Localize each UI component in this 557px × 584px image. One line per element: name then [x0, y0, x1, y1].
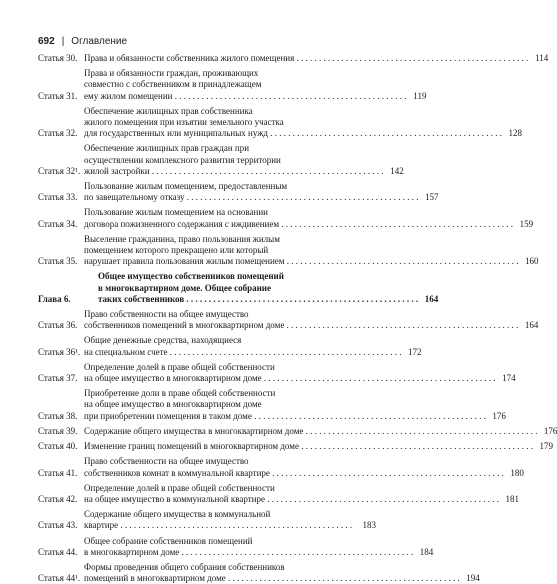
entry-title: [84, 362, 496, 384]
toc-entry[interactable]: [38, 53, 549, 64]
entry-title-line: Формы проведения общего собрания собственников: [84, 561, 285, 572]
entry-label: Статья 31.: [38, 90, 78, 101]
entry-page-number: 142: [390, 165, 404, 176]
entry-title: [84, 309, 518, 331]
entry-page-number: 183: [362, 520, 376, 531]
entry-label: Статья 32¹.: [38, 165, 81, 176]
entry-title-line: Права и обязанности собственника жилого помещения . . . . . . . . . . . . . . . . . . . . . . . . . . . . . . . . . . . . . . . . . . . . . . . . . . . .: [84, 53, 529, 63]
entry-title: [98, 271, 418, 305]
entry-title-line: при приобретении помещения в таком доме . . . . . . . . . . . . . . . . . . . . . . . . . . . . . . . . . . . . . . . . . . . . . . . . . . . .: [84, 410, 486, 421]
entry-title-line: Содержание общего имущества в многоквартирном доме . . . . . . . . . . . . . . . . . . . . . . . . . . . . . . . . . . . . . . . . . . . . . . . . . . . .: [84, 425, 538, 436]
entry-title-line: Права и обязанности граждан, проживающих: [84, 68, 259, 79]
entry-title: [84, 68, 406, 102]
entry-title-line: совместно с собственником в принадлежащем: [84, 79, 262, 90]
entry-title-line: Пользование жилым помещением на основании: [84, 207, 269, 218]
entry-title-line: помещением которого прекращено или который: [84, 245, 269, 256]
toc-entry[interactable]: [38, 441, 553, 452]
entry-title-line: собственников помещений в многоквартирном доме . . . . . . . . . . . . . . . . . . . . . . . . . . . . . . . . . . . . . . . . . . . . . . . . . . . .: [84, 320, 519, 331]
entry-label: Статья 40.: [38, 441, 78, 452]
entry-label: Статья 35.: [38, 256, 78, 267]
entry-label: Глава 6.: [38, 293, 71, 304]
entry-title-line: Определение долей в праве общей собственности: [84, 361, 275, 372]
entry-label: Статья 43.: [38, 520, 78, 531]
toc-entry[interactable]: [38, 309, 539, 331]
entry-title-line: Общее собрание собственников помещений: [84, 535, 253, 546]
entry-title-line: Определение долей в праве общей собственности: [84, 482, 275, 493]
toc-entry[interactable]: [38, 105, 523, 140]
entry-title: [84, 335, 402, 357]
entry-title-line: осуществлении комплексного развития территории: [84, 154, 281, 165]
entry-title-line: Приобретение доли в праве общей собственности: [84, 388, 276, 399]
entry-page-number: 194: [466, 573, 480, 584]
entry-title: [84, 509, 356, 531]
entry-page-number: 159: [519, 218, 534, 229]
toc-entry[interactable]: [38, 561, 480, 584]
entry-page-number: 114: [535, 53, 549, 63]
entry-label: Статья 32.: [38, 128, 78, 139]
entry-title: [84, 181, 419, 203]
entry-label: Статья 38.: [38, 410, 78, 421]
toc-entry[interactable]: [38, 425, 557, 437]
entry-title-line: на общее имущество в коммунальной квартире . . . . . . . . . . . . . . . . . . . . . . . . . . . . . . . . . . . . . . . . . . . . . . . . . . . .: [84, 493, 499, 504]
entry-title-line: собственников комнат в коммунальной квартире . . . . . . . . . . . . . . . . . . . . . . . . . . . . . . . . . . . . . . . . . . . . . . . . . . . .: [84, 467, 504, 478]
entry-label: Статья 37.: [38, 373, 78, 384]
entry-page-number: 184: [419, 546, 434, 557]
entry-title-line: Право собственности на общее имущество: [84, 456, 249, 467]
entry-label: Статья 39.: [38, 425, 78, 436]
entry-title-line: Обеспечение жилищных прав граждан при: [84, 143, 250, 154]
entry-label: Статья 41.: [38, 467, 78, 478]
toc-entry[interactable]: [38, 388, 506, 422]
toc-entry[interactable]: [38, 181, 439, 203]
entry-label: Статья 42.: [38, 493, 78, 504]
entry-title: [84, 207, 513, 229]
entry-title-line: Содержание общего имущества в коммунальной: [84, 509, 271, 520]
entry-title: [84, 483, 499, 505]
toc-entry[interactable]: [38, 482, 519, 505]
entry-label: Статья 30.: [38, 53, 78, 63]
toc-entry[interactable]: [38, 233, 539, 268]
entry-label: Статья 34.: [38, 218, 78, 229]
entry-title-line: жилого помещения при изъятии земельного участка: [84, 117, 284, 128]
entry-title-line: на общее имущество в многоквартирном доме: [84, 399, 262, 410]
entry-label: Статья 33.: [38, 192, 78, 203]
table-of-contents: [38, 53, 557, 584]
header-title: Оглавление: [71, 36, 128, 47]
entry-page-number: 180: [510, 467, 524, 478]
entry-title: [84, 388, 486, 422]
toc-entry[interactable]: [38, 509, 376, 531]
header-separator: |: [61, 36, 65, 47]
entry-title-line: Общие денежные средства, находящиеся: [84, 335, 242, 346]
entry-title-line: Право собственности на общее имущество: [84, 309, 249, 320]
entry-title: [84, 441, 533, 452]
entry-title-line: Общее имущество собственников помещений: [98, 271, 284, 282]
entry-title: [84, 536, 413, 558]
entry-page-number: 157: [425, 192, 439, 203]
toc-entry[interactable]: [38, 335, 422, 357]
entry-page-number: 128: [508, 128, 523, 139]
entry-title-line: жилой застройки . . . . . . . . . . . . . . . . . . . . . . . . . . . . . . . . . . . . . . . . . . . . . . . . . . . .: [84, 165, 384, 176]
entry-title-line: Пользование жилым помещением, предоставленным: [84, 181, 288, 192]
entry-title-line: в многоквартирном доме. Общее собрание: [98, 282, 271, 293]
entry-title-line: на специальном счете . . . . . . . . . . . . . . . . . . . . . . . . . . . . . . . . . . . . . . . . . . . . . . . . . . . .: [84, 346, 402, 357]
entry-title-line: нарушает правила пользования жилым помещением . . . . . . . . . . . . . . . . . . . . . . . . . . . . . . . . . . . . . . . . . . . . . . . . . . . .: [84, 256, 519, 267]
toc-entry[interactable]: [38, 207, 534, 229]
entry-title: [84, 562, 460, 584]
entry-page-number: 160: [524, 256, 539, 267]
entry-label: Статья 36.: [38, 320, 78, 331]
toc-entry[interactable]: [38, 456, 524, 478]
entry-title: [84, 234, 518, 268]
entry-title: [84, 143, 384, 177]
entry-title-line: на общее имущество в многоквартирном доме . . . . . . . . . . . . . . . . . . . . . . . . . . . . . . . . . . . . . . . . . . . . . . . . . . . .: [84, 373, 496, 384]
entry-title: [84, 426, 537, 437]
entry-title: [84, 456, 504, 478]
entry-title-line: по завещательному отказу . . . . . . . . . . . . . . . . . . . . . . . . . . . . . . . . . . . . . . . . . . . . . . . . . . . .: [84, 192, 419, 203]
entry-page-number: 176: [543, 425, 557, 436]
entry-title-line: таких собственников . . . . . . . . . . . . . . . . . . . . . . . . . . . . . . . . . . . . . . . . . . . . . . . . . . . .: [98, 293, 419, 304]
entry-title-line: в многоквартирном доме . . . . . . . . . . . . . . . . . . . . . . . . . . . . . . . . . . . . . . . . . . . . . . . . . . . .: [84, 546, 414, 557]
entry-title: [84, 53, 528, 64]
entry-title-line: Обеспечение жилищных прав собственника: [84, 105, 253, 116]
toc-entry[interactable]: [38, 68, 427, 102]
entry-title-line: договора пожизненного содержания с иждивением . . . . . . . . . . . . . . . . . . . . . . . . . . . . . . . . . . . . . . . . . . . . . . . . . . . .: [84, 218, 514, 229]
entry-page-number: 179: [539, 441, 553, 452]
entry-page-number: 174: [502, 373, 516, 384]
entry-page-number: 119: [413, 90, 427, 101]
entry-title-line: Изменение границ помещений в многоквартирном доме . . . . . . . . . . . . . . . . . . . . . . . . . . . . . . . . . . . . . . . . . . . . . . . . . . . .: [84, 441, 533, 452]
entry-label: Статья 36¹.: [38, 346, 81, 357]
entry-title-line: помещений в многоквартирном доме . . . . . . . . . . . . . . . . . . . . . . . . . . . . . . . . . . . . . . . . . . . . . . . . . . . .: [84, 573, 460, 584]
toc-entry[interactable]: [38, 361, 516, 384]
entry-page-number: 172: [408, 346, 422, 357]
entry-title-line: квартире . . . . . . . . . . . . . . . . . . . . . . . . . . . . . . . . . . . . . . . . . . . . . . . . . . . .: [84, 520, 353, 531]
toc-entry[interactable]: [38, 535, 434, 558]
entry-title: [84, 106, 502, 140]
entry-page-number: 181: [505, 493, 519, 504]
toc-entry[interactable]: [38, 143, 404, 177]
entry-page-number: 176: [492, 410, 506, 421]
entry-label: Статья 44.: [38, 546, 78, 557]
entry-title-line: ему жилом помещении . . . . . . . . . . . . . . . . . . . . . . . . . . . . . . . . . . . . . . . . . . . . . . . . . . . .: [84, 90, 407, 101]
entry-page-number: 164: [524, 320, 539, 331]
entry-page-number: 164: [424, 293, 439, 304]
entry-title-line: для государственных или муниципальных нужд . . . . . . . . . . . . . . . . . . . . . . . . . . . . . . . . . . . . . . . . . . . . . . . . . . . .: [84, 128, 503, 139]
entry-title-line: Выселение гражданина, право пользования жилым: [84, 233, 280, 244]
entry-label: Статья 44¹.: [38, 573, 81, 584]
page-header: [38, 36, 376, 47]
toc-chapter[interactable]: [38, 271, 439, 305]
page-number: 692: [38, 36, 55, 47]
